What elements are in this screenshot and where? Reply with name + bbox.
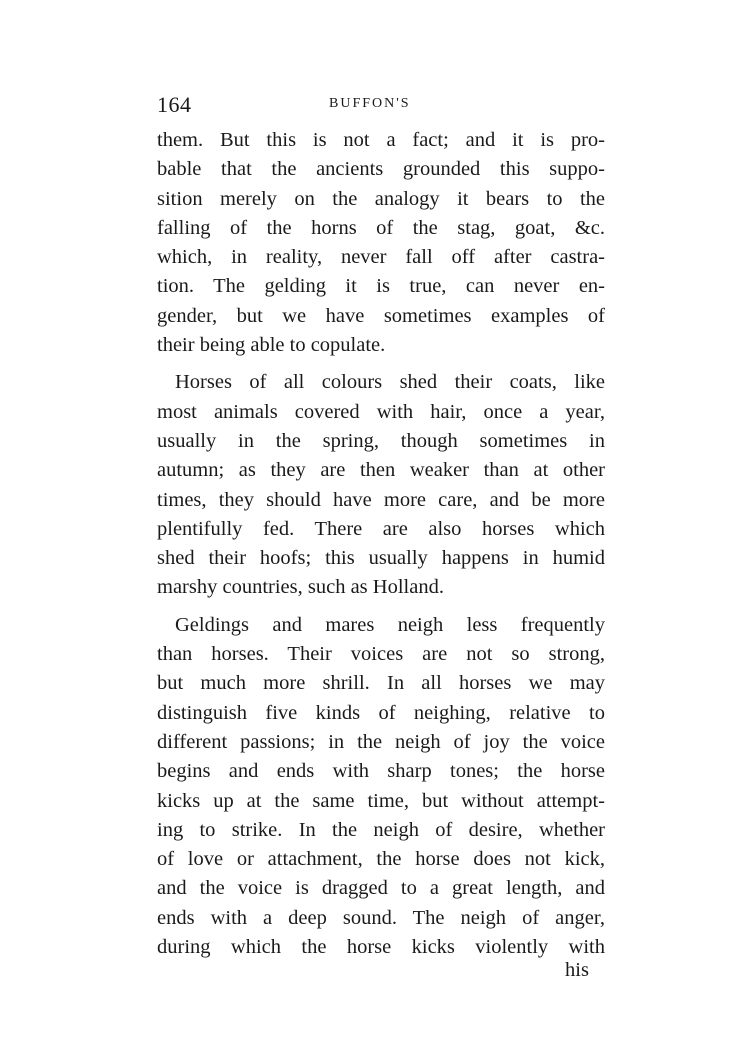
text-line: marshy countries, such as Holland. — [157, 576, 444, 599]
text-line: ends with a deep sound. The neigh of anger, — [157, 906, 605, 929]
text-line: which, in reality, never fall off after castra- — [157, 246, 605, 269]
text-line: them. But this is not a fact; and it is pro- — [157, 129, 605, 151]
page-number: 164 — [157, 92, 192, 117]
text-line: of love or attachment, the horse does not kick, — [157, 848, 605, 871]
text-line: Horses of all colours shed their coats, like — [175, 371, 605, 394]
text-line: begins and ends with sharp tones; the horse — [157, 760, 605, 783]
text-line: autumn; as they are then weaker than at other — [157, 459, 605, 482]
text-line: Geldings and mares neigh less frequently — [175, 613, 605, 636]
text-line: their being able to copulate. — [157, 334, 386, 357]
text-line: different passions; in the neigh of joy the voice — [157, 730, 605, 753]
catchword: his — [565, 959, 589, 981]
text-line: during which the horse kicks violently with — [157, 936, 605, 959]
text-line: ing to strike. In the neigh of desire, whether — [157, 818, 605, 841]
text-line: and the voice is dragged to a great length, and — [157, 877, 605, 900]
text-line: falling of the horns of the stag, goat, &c. — [157, 216, 605, 239]
text-line: kicks up at the same time, but without attempt- — [157, 789, 605, 812]
body-text — [157, 126, 605, 962]
text-line: tion. The gelding it is true, can never en- — [157, 275, 605, 298]
page-header — [157, 92, 605, 120]
text-line: times, they should have more care, and be more — [157, 488, 605, 511]
text-line: shed their hoofs; this usually happens in humid — [157, 547, 605, 570]
text-line: bable that the ancients grounded this suppo- — [157, 158, 605, 181]
text-line: plentifully fed. There are also horses which — [157, 517, 605, 540]
text-line: most animals covered with hair, once a year, — [157, 400, 605, 423]
text-line: usually in the spring, though sometimes in — [157, 429, 605, 452]
running-head: BUFFON'S — [329, 96, 411, 111]
text-line: distinguish five kinds of neighing, relative to — [157, 701, 605, 724]
text-line: sition merely on the analogy it bears to the — [157, 187, 605, 210]
text-line: gender, but we have sometimes examples of — [157, 304, 605, 327]
text-line: than horses. Their voices are not so strong, — [157, 643, 605, 666]
text-line: but much more shrill. In all horses we may — [157, 672, 605, 695]
